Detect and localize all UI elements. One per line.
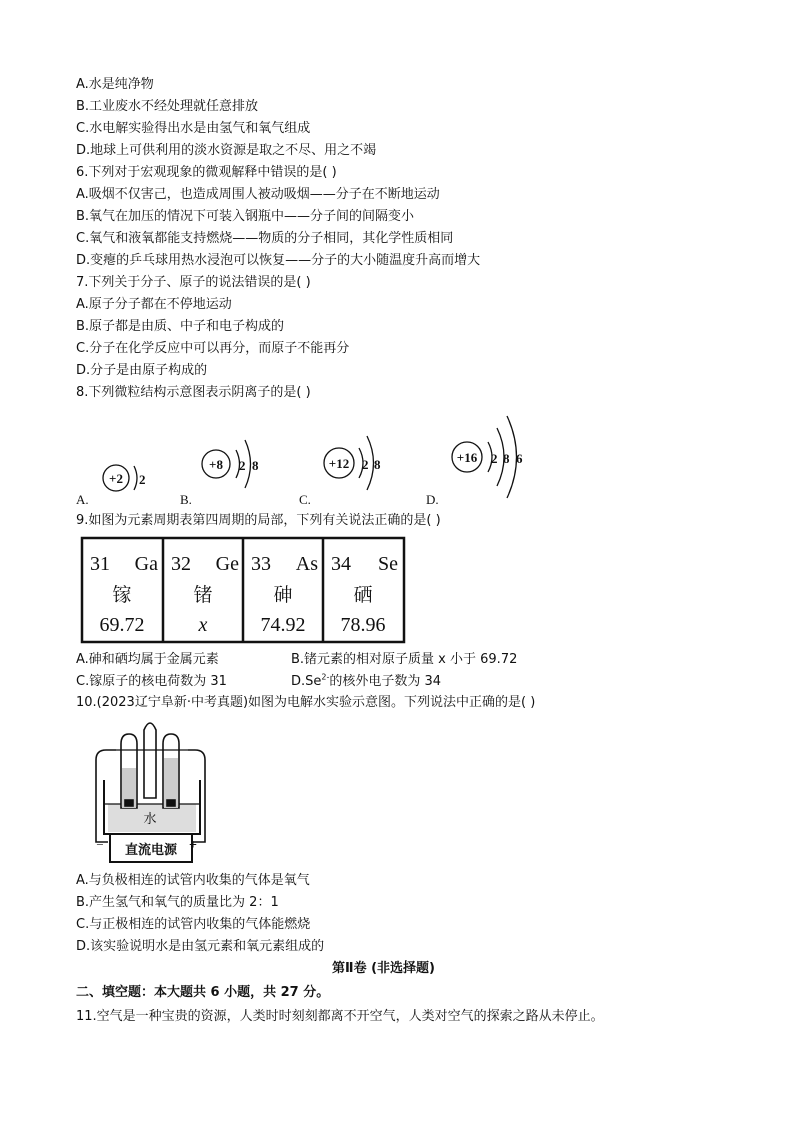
q7-stem: 7.下列关于分子、原子的说法错误的是( ) [76,275,311,290]
minus-terminal: − [96,837,104,852]
se-name: 硒 [353,585,373,606]
q7-option-d: D.分子是由原子构成的 [76,363,208,378]
q6-stem: 6.下列对于宏观现象的微观解释中错误的是( ) [76,165,337,180]
atom-b-shell-2 [245,440,251,488]
atom-a-letter: A. [76,492,89,507]
atom-a-shell-1 [134,466,137,490]
atom-b-shell-2-electrons: 8 [252,458,259,473]
atom-c-shell-1-electrons: 2 [362,457,369,472]
ge-name: 锗 [193,585,213,606]
part2-title: 第Ⅱ卷 (非选择题) [332,961,435,976]
atom-a-shell-1-electrons: 2 [139,472,146,487]
q5-option-b: B.工业废水不经处理就任意排放 [76,99,259,114]
atom-c-shell-2-electrons: 8 [374,457,381,472]
atom-b-letter: B. [180,492,192,507]
q6-option-d: D.变瘪的乒乓球用热水浸泡可以恢复——分子的大小随温度升高而增大 [76,253,481,268]
atom-d-shell-1-electrons: 2 [491,451,498,466]
se-mass: 78.96 [340,614,386,636]
atom-b-shell-1-electrons: 2 [239,458,246,473]
q9-option-d: $D.Se^{2-}$的核外电子数为 34 [291,672,442,689]
q9-option-c: C.镓原子的核电荷数为 31 [76,674,227,689]
q5-option-a: A.水是纯净物 [76,77,154,92]
as-name: 砷 [273,585,293,606]
q6-option-c: C.氧气和液氧都能支持燃烧——物质的分子相同，其化学性质相同 [76,231,454,246]
q5-option-c: C.水电解实验得出水是由氢气和氧气组成 [76,121,311,136]
atom-c-nucleus: +12 [328,456,350,471]
q8-atom-diagrams [0,400,794,510]
atom-d-shell-3-electrons: 6 [516,451,523,466]
water-label: 水 [143,811,157,826]
atom-d-nucleus: +16 [456,450,478,465]
q10-stem: 10.(2023辽宁阜新·中考真题)如图为电解水实验示意图。下列说法中正确的是( ) [76,695,536,710]
q11-stem: 11.空气是一种宝贵的资源，人类时时刻刻都离不开空气，人类对空气的探索之路从未停止。 [76,1009,604,1024]
q10-option-a: A.与负极相连的试管内收集的气体是氧气 [76,873,310,888]
q9-option-a: A.砷和硒均属于金属元素 [76,652,219,667]
q10-option-d: D.该实验说明水是由氢元素和氧元素组成的 [76,939,325,954]
q7-option-c: C.分子在化学反应中可以再分，而原子不能再分 [76,341,350,356]
q10-option-c: C.与正极相连的试管内收集的气体能燃烧 [76,917,311,932]
section2-title: 二、填空题：本大题共 6 小题，共 27 分。 [76,985,330,1000]
plus-terminal: + [189,838,197,853]
atom-b-nucleus: +8 [209,457,223,472]
power-supply-label: 直流电源 [124,842,178,857]
as-mass: 74.92 [260,614,306,636]
ga-number: 31 [90,553,110,575]
q7-option-a: A.原子分子都在不停地运动 [76,297,232,312]
se-symbol: Se [378,553,398,575]
ga-mass: 69.72 [99,614,145,636]
q6-option-b: B.氧气在加压的情况下可装入钢瓶中——分子间的间隔变小 [76,209,415,224]
electrolysis-apparatus [0,710,794,870]
q9-stem: 9.如图为元素周期表第四周期的局部，下列有关说法正确的是( ) [76,513,441,528]
se-number: 34 [331,553,351,575]
q10-option-b: B.产生氢气和氧气的质量比为 2：1 [76,895,279,910]
ge-symbol: Ge [215,553,239,575]
as-number: 33 [251,553,271,575]
atom-c-letter: C. [299,492,311,507]
ga-name: 镓 [112,585,132,606]
q6-option-a: A.吸烟不仅害己，也造成周围人被动吸烟——分子在不断地运动 [76,187,440,202]
periodic-table-excerpt [0,530,794,650]
atom-d-letter: D. [426,492,439,507]
q5-option-d: D.地球上可供利用的淡水资源是取之不尽、用之不竭 [76,143,377,158]
ge-number: 32 [171,553,191,575]
q9-option-d-superscript: 2- [321,672,330,682]
q9-option-b: B.锗元素的相对原子质量 x 小于 69.72 [291,652,518,667]
atom-a-nucleus: +2 [109,471,123,486]
atom-d-shell-2-electrons: 8 [503,451,510,466]
q8-stem: 8.下列微粒结构示意图表示阴离子的是( ) [76,385,311,400]
ge-mass: x [198,614,208,636]
as-symbol: As [295,553,318,575]
q7-option-b: B.原子都是由质、中子和电子构成的 [76,319,285,334]
ga-symbol: Ga [134,553,158,575]
